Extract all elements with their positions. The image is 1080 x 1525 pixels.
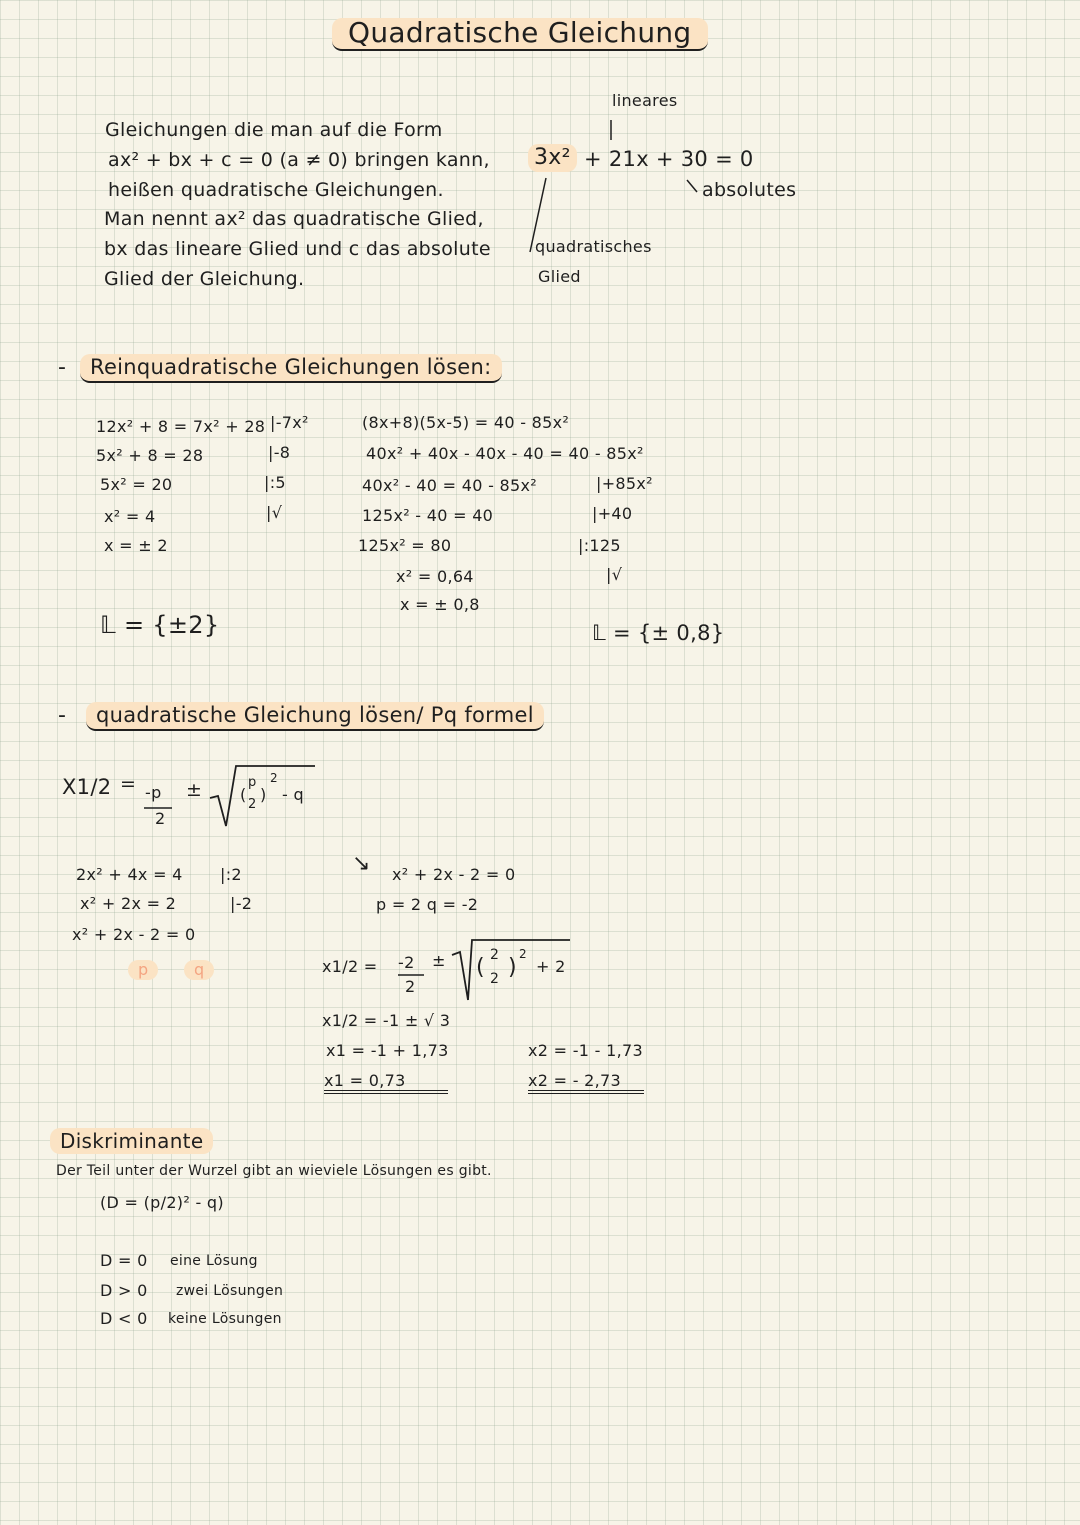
- eq-row: 12x² + 8 = 7x² + 28: [96, 417, 266, 436]
- label-linear: lineares: [612, 91, 678, 110]
- heading-reinquadratisch: Reinquadratische Gleichungen lösen:: [80, 354, 502, 383]
- eq-row: 125x² = 80: [358, 536, 452, 555]
- sub-frac-den: 2: [405, 977, 416, 996]
- formula-root-exp: 2: [270, 771, 278, 785]
- intro-line: bx das lineare Glied und c das absolute: [104, 238, 491, 260]
- x2-result: x2 = - 2,73: [528, 1072, 644, 1094]
- case-condition: D = 0: [100, 1251, 148, 1270]
- pq-values: p = 2 q = -2: [376, 895, 479, 914]
- page-title: Quadratische Gleichung: [332, 18, 708, 51]
- p-marker: p: [128, 960, 158, 980]
- case-condition: D > 0: [100, 1281, 148, 1300]
- x1-calc: x1 = -1 + 1,73: [326, 1041, 449, 1060]
- eq-row: x² = 4: [104, 507, 156, 526]
- eq-row: x² + 2x - 2 = 0: [392, 865, 516, 884]
- solution-set: 𝕃 = {± 0,8}: [592, 621, 725, 645]
- eq-op: |:125: [578, 536, 621, 555]
- intro-line: heißen quadratische Gleichungen.: [108, 179, 444, 201]
- sub-root-paren: ): [508, 955, 517, 980]
- formula-equals: =: [120, 773, 137, 795]
- label-absolute: absolutes: [702, 179, 797, 201]
- absolute-pointer-line: [687, 180, 697, 192]
- eq-row: x² + 2x = 2: [80, 894, 177, 913]
- formula-frac-num: -p: [145, 783, 162, 802]
- intro-line: ax² + bx + c = 0 (a ≠ 0) bringen kann,: [108, 149, 490, 171]
- sub-pm: ±: [432, 951, 446, 970]
- bullet-dash: -: [58, 355, 67, 380]
- diskriminante-description: Der Teil unter der Wurzel gibt an wieviele Lösungen es gibt.: [56, 1163, 492, 1179]
- formula-root-tail: - q: [282, 785, 304, 804]
- label-quadratic: quadratisches: [535, 237, 652, 256]
- eq-row: x² + 2x - 2 = 0: [72, 925, 196, 944]
- sub-root-exp: 2: [519, 947, 527, 961]
- eq-op: |+40: [592, 504, 633, 523]
- eq-op: |:5: [264, 473, 286, 492]
- bullet-dash: -: [58, 703, 67, 728]
- sub-frac-num: -2: [398, 953, 415, 972]
- x1-result: x1 = 0,73: [324, 1072, 448, 1094]
- eq-op: |√: [606, 565, 623, 584]
- case-text: eine Lösung: [170, 1253, 258, 1269]
- q-marker: q: [184, 960, 214, 980]
- formula-pm: ±: [186, 779, 203, 801]
- sub-root-den: 2: [490, 971, 500, 987]
- diskriminante-formula: (D = (p/2)² - q): [100, 1193, 224, 1212]
- formula-root-paren: (: [240, 785, 247, 804]
- term-quadratic: 3x²: [528, 144, 577, 172]
- eq-row: x² = 0,64: [396, 567, 474, 586]
- formula-root-frac-den: 2: [248, 797, 257, 812]
- eq-row: 40x² - 40 = 40 - 85x²: [362, 476, 537, 495]
- eq-op: |-8: [268, 443, 291, 462]
- eq-row: 2x² + 4x = 4: [76, 865, 183, 884]
- intro-line: Man nennt ax² das quadratische Glied,: [104, 208, 484, 230]
- formula-lhs: X1/2: [62, 775, 112, 799]
- eq-op: |√: [266, 503, 283, 522]
- case-condition: D < 0: [100, 1309, 148, 1328]
- eq-row: 5x² + 8 = 28: [96, 446, 204, 465]
- solution-set: 𝕃 = {±2}: [100, 611, 220, 639]
- formula-root-frac-num: p: [248, 775, 257, 790]
- arrow-icon: ↘: [352, 851, 371, 876]
- heading-diskriminante: Diskriminante: [50, 1128, 213, 1154]
- eq-row: 40x² + 40x - 40x - 40 = 40 - 85x²: [366, 444, 644, 463]
- heading-pq-formel: quadratische Gleichung lösen/ Pq formel: [86, 702, 544, 731]
- sub-lhs: x1/2 =: [322, 957, 378, 976]
- intro-line: Gleichungen die man auf die Form: [105, 119, 443, 141]
- simplified: x1/2 = -1 ± √ 3: [322, 1011, 451, 1030]
- eq-op: |-7x²: [270, 413, 309, 432]
- sub-root-paren: (: [476, 955, 485, 980]
- eq-row: x = ± 2: [104, 536, 168, 555]
- eq-op: |:2: [220, 865, 242, 884]
- eq-op: |-2: [230, 894, 253, 913]
- intro-line: Glied der Gleichung.: [104, 268, 305, 290]
- eq-row: (8x+8)(5x-5) = 40 - 85x²: [362, 413, 570, 432]
- case-text: keine Lösungen: [168, 1311, 282, 1327]
- formula-frac-den: 2: [155, 809, 166, 828]
- label-glied: Glied: [538, 267, 581, 286]
- eq-row: 5x² = 20: [100, 475, 173, 494]
- eq-row: 125x² - 40 = 40: [362, 506, 494, 525]
- sub-root-tail: + 2: [536, 957, 566, 976]
- eq-row: x = ± 0,8: [400, 595, 480, 614]
- case-text: zwei Lösungen: [176, 1283, 284, 1299]
- sub-root-num: 2: [490, 947, 500, 963]
- formula-root-paren: ): [260, 785, 267, 804]
- eq-op: |+85x²: [596, 474, 653, 493]
- term-rest: + 21x + 30 = 0: [584, 147, 754, 171]
- x2-calc: x2 = -1 - 1,73: [528, 1041, 643, 1060]
